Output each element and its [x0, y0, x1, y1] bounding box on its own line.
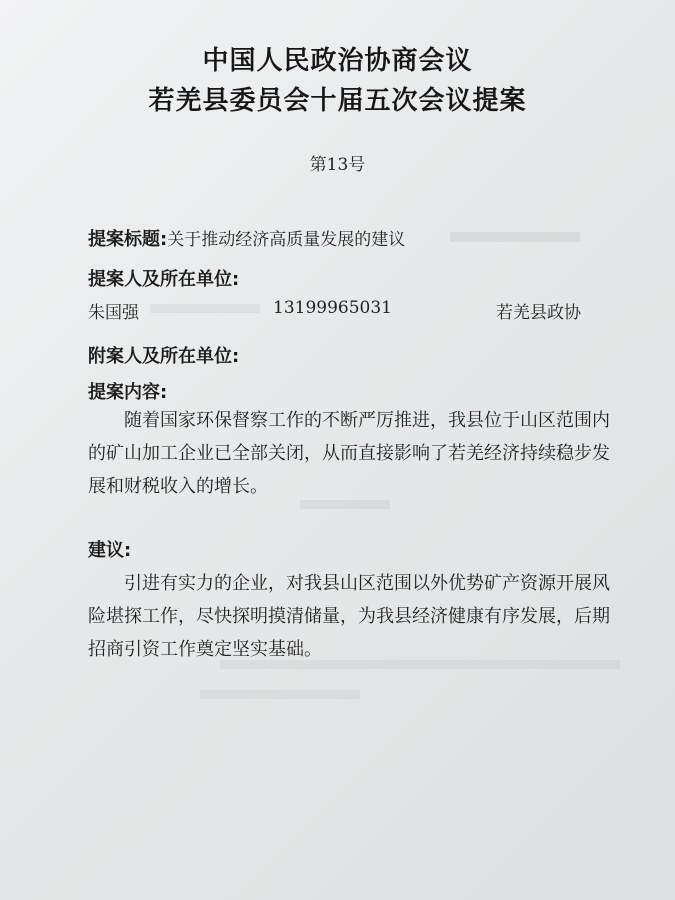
- attached-proposer-label: 附案人及所在单位:: [88, 346, 240, 367]
- proposal-serial-number: 第13号: [309, 155, 366, 175]
- proposal-title-row: [88, 225, 405, 251]
- proposer-label: 提案人及所在单位:: [88, 269, 240, 290]
- suggestion-label-row: [88, 536, 131, 562]
- proposer-name: 朱国强: [88, 303, 139, 323]
- show-through-mark: [220, 660, 620, 669]
- show-through-mark: [150, 304, 260, 313]
- document-title-line2: 若羌县委员会十届五次会议提案: [148, 86, 527, 116]
- proposer-phone: 13199965031: [273, 298, 392, 318]
- show-through-mark: [450, 232, 580, 242]
- proposer-label-row: [88, 265, 239, 291]
- content-paragraph: 随着国家环保督察工作的不断严厉推进，我县位于山区范围内的矿山加工企业已全部关闭，从而直接影响了若羌经济持续稳步发展和财税收入的增长。: [88, 410, 610, 497]
- proposer-unit: 若羌县政协: [496, 303, 581, 323]
- proposal-title-value: 关于推动经济高质量发展的建议: [167, 230, 406, 250]
- document-title-line1: 中国人民政治协商会议: [202, 46, 473, 76]
- proposal-title-label: 提案标题:: [88, 229, 168, 250]
- content-label-row: [88, 378, 167, 404]
- suggestion-paragraph: 引进有实力的企业，对我县山区范围以外优势矿产资源开展风险堪探工作，尽快探明摸清储量，为我县经济健康有序发展，后期招商引资工作奠定坚实基础。: [88, 573, 610, 660]
- suggestion-label: 建议:: [88, 540, 132, 561]
- show-through-mark: [300, 500, 390, 509]
- content-label: 提案内容:: [88, 382, 168, 403]
- attached-proposer-row: [88, 342, 239, 368]
- show-through-mark: [200, 690, 360, 699]
